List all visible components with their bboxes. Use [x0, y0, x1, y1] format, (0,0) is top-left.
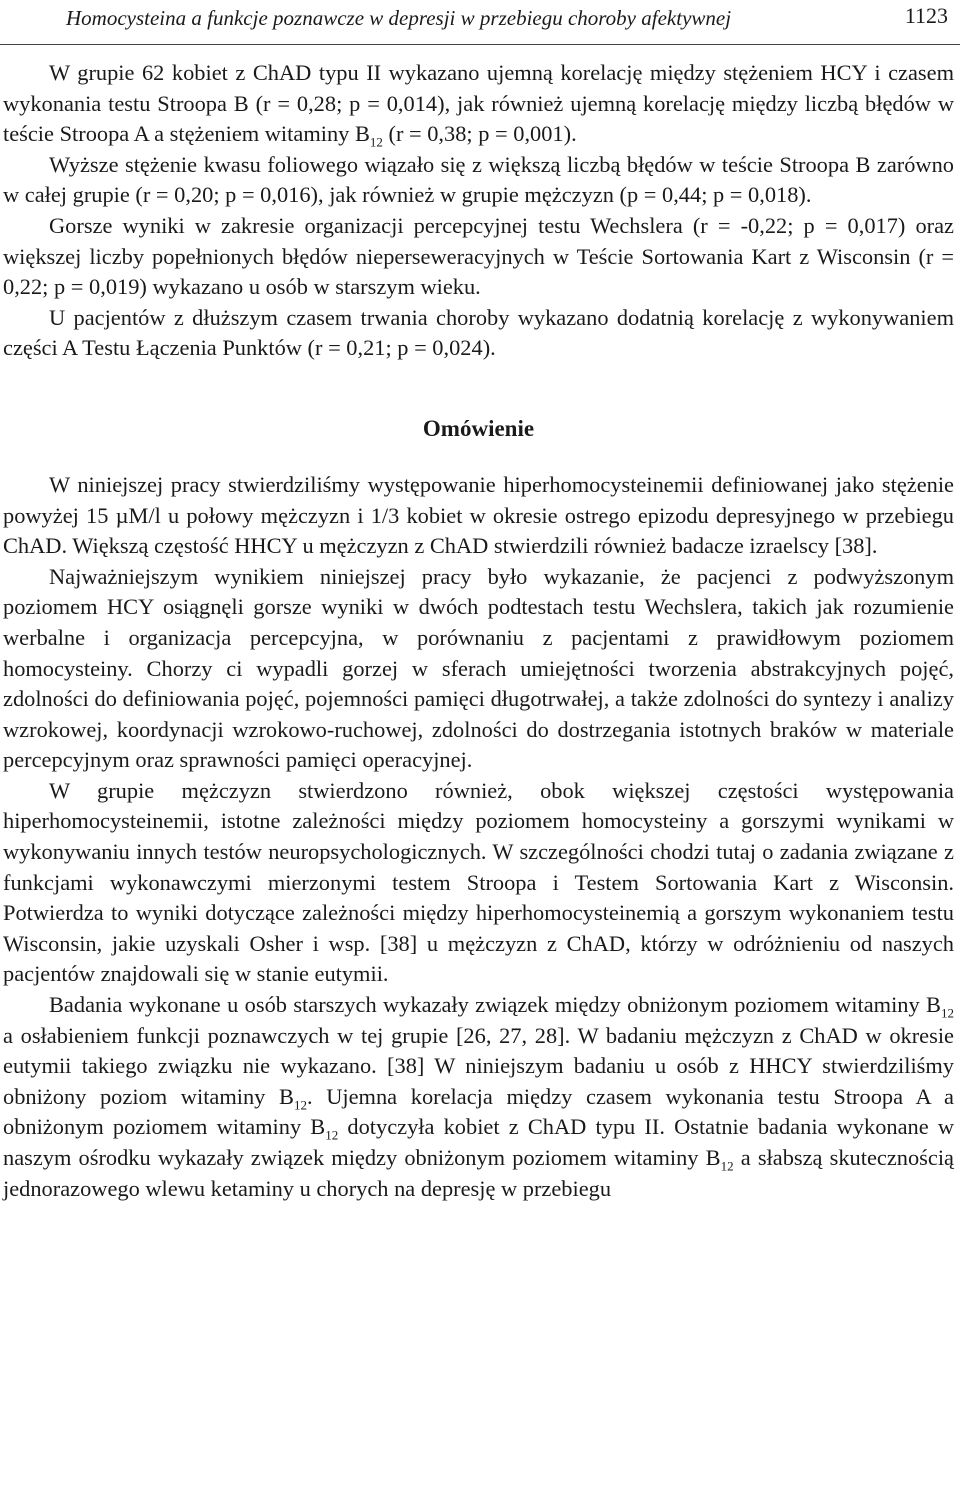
discussion-paragraph-1: W niniejszej pracy stwierdziliśmy występowanie hiperhomocysteinemii definiowanej jako stężenie powyżej 15 µM/l u połowy mężczyzn i 1/3 kobiet w okresie ostrego epizodu depresyjnego w przebiegu ChAD. Większą częstość HHCY u mężczyzn z ChAD stwierdzili również badacze izraelscy [38].	[3, 471, 954, 559]
discussion-paragraph-3: W grupie mężczyzn stwierdzono również, obok większej częstości występowania hiperhomocysteinemii, istotne zależności między poziomem homocysteiny a gorszymi wynikami w wykonywaniu innych testów neuropsychologicznych. W szczególności chodzi tutaj o zadania związane z funkcjami wykonawczymi mierzonymi testem Stroopa i Testem Sortowania Kart z Wisconsin. Potwierdza to wyniki dotyczące zależności między hiperhomocysteinemią a gorszym wykonaniem testu Wisconsin, jakie uzyskali Osher i wsp. [38] u mężczyzn z ChAD, którzy w odróżnieniu od naszych pacjentów znajdowali się w stanie eutymii.	[3, 777, 954, 987]
article-body	[3, 58, 954, 1204]
running-header	[0, 0, 960, 45]
running-title: Homocysteina a funkcje poznawcze w depresji w przebiegu choroby afektywnej	[66, 6, 732, 30]
page-number: 1123	[904, 3, 948, 28]
results-paragraph-2: Wyższe stężenie kwasu foliowego wiązało się z większą liczbą błędów w teście Stroopa B zarówno w całej grupie (r = 0,20; p = 0,016), jak również w grupie mężczyzn (p = 0,44; p = 0,018).	[3, 151, 954, 208]
section-heading: Omówienie	[422, 415, 535, 441]
discussion-paragraph-2: Najważniejszym wynikiem niniejszej pracy było wykazanie, że pacjenci z podwyższonym poziomem HCY osiągnęli gorsze wyniki w dwóch podtestach testu Wechslera, takich jak rozumienie werbalne i organizacja percepcyjna, w porównaniu z pacjentami z prawidłowym poziomem homocysteiny. Chorzy ci wypadli gorzej w sferach umiejętności tworzenia abstrakcyjnych pojęć, zdolności do definiowania pojęć, pojemności pamięci długotrwałej, a także zdolności do syntezy i analizy wzrokowej, koordynacji wzrokowo-ruchowej, zdolności do dostrzegania istotnych braków w materiale percepcyjnym oraz sprawności pamięci operacyjnej.	[3, 563, 954, 773]
discussion-paragraph-4: Badania wykonane u osób starszych wykazały związek między obniżonym poziomem witaminy $B_{12}$ a osłabieniem funkcji poznawczych w tej grupie [26, 27, 28]. W badaniu mężczyzn z ChAD w okresie eutymii takiego związku nie wykazano. [38] W niniejszym badaniu u osób z HHCY stwierdziliśmy obniżony poziom witaminy $B_{12}$. Ujemna korelacja między czasem wykonania testu Stroopa A a obniżonym poziomem witaminy $B_{12}$ dotyczyła kobiet z ChAD typu II. Ostatnie badania wykonane w naszym ośrodku wykazały związek między obniżonym poziomem witaminy $B_{12}$ a słabszą skutecznością jednorazowego wlewu ketaminy u chorych na depresję w przebiegu	[3, 992, 954, 1201]
results-paragraph-3: Gorsze wyniki w zakresie organizacji percepcyjnej testu Wechslera (r = -0,22; p = 0,017) oraz większej liczby popełnionych błędów nieperseweracyjnych w Teście Sortowania Kart z Wisconsin (r = 0,22; p = 0,019) wykazano u osób w starszym wieku.	[3, 212, 954, 300]
results-paragraph-1: W grupie 62 kobiet z ChAD typu II wykazano ujemną korelację między stężeniem HCY i czasem wykonania testu Stroopa B (r = 0,28; p = 0,014), jak również ujemną korelację między liczbą błędów w teście Stroopa A a stężeniem witaminy $B_{12}$ (r = 0,38; p = 0,001).	[3, 60, 954, 150]
results-paragraph-4: U pacjentów z dłuższym czasem trwania choroby wykazano dodatnią korelację z wykonywaniem części A Testu Łączenia Punktów (r = 0,21; p = 0,024).	[3, 304, 954, 361]
